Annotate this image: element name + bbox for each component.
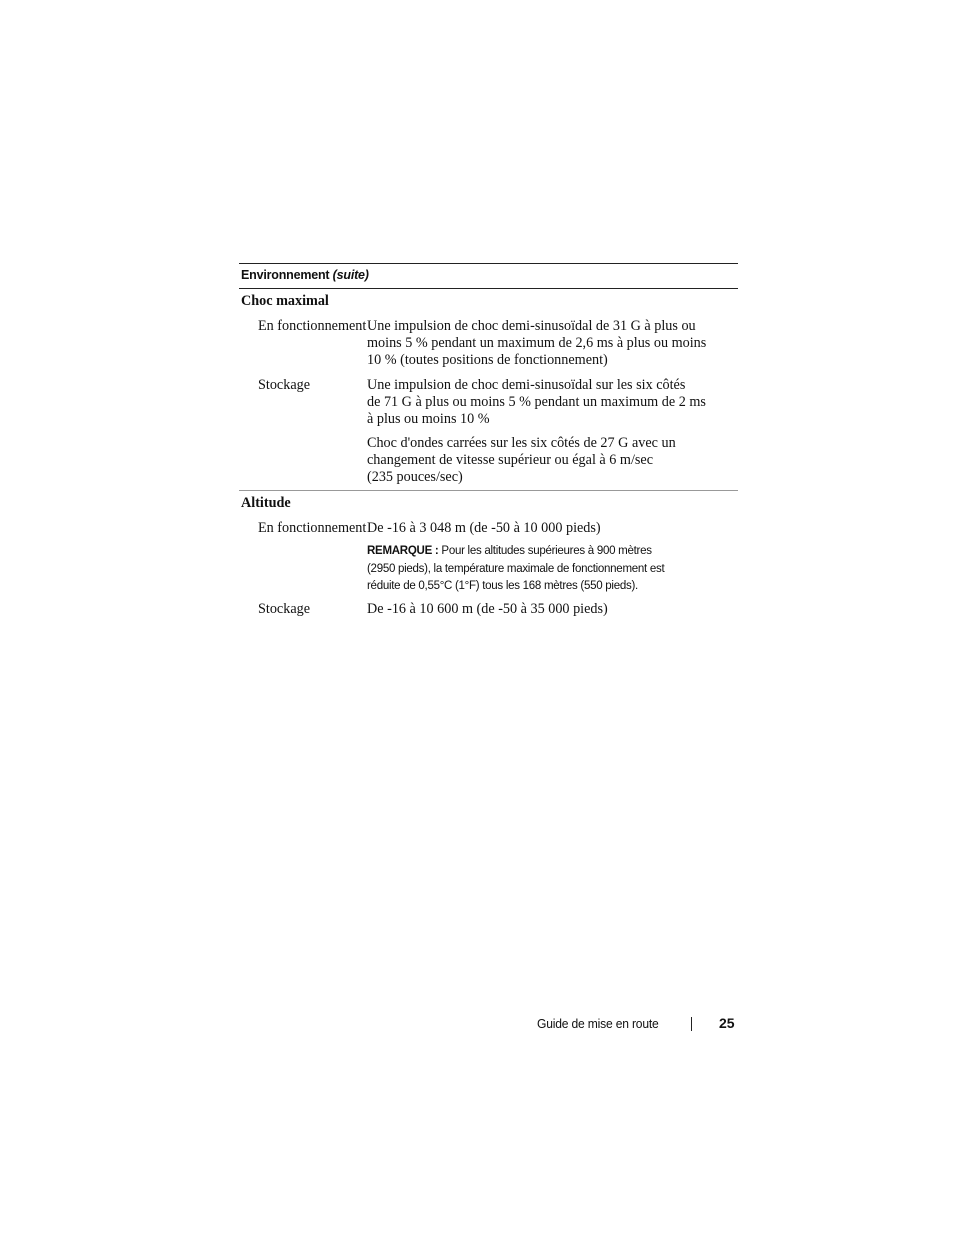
table-header	[239, 264, 738, 289]
note-label: REMARQUE :	[367, 543, 439, 557]
value-line: moins 5 % pendant un maximum de 2,6 ms à plus ou moins	[367, 335, 707, 351]
value-line: De -16 à 10 600 m (de -50 à 35 000 pieds)	[367, 600, 608, 617]
note-text	[367, 542, 719, 595]
row-value	[367, 601, 719, 618]
value-line: de 71 G à plus ou moins 5 % pendant un maximum de 2 ms	[367, 394, 706, 410]
value-line: De -16 à 3 048 m (de -50 à 10 000 pieds)	[367, 520, 601, 536]
footer-title: Guide de mise en route	[537, 1016, 659, 1031]
section-title-shock: Choc maximal	[241, 293, 329, 309]
value-line: Une impulsion de choc demi-sinusoïdal de 31 G à plus ou	[367, 318, 696, 334]
note-line: (2950 pieds), la température maximale de fonctionnement est	[367, 560, 665, 575]
value-line: 10 % (toutes positions de fonctionnement)	[367, 352, 608, 368]
table-header-title: Environnement	[241, 268, 330, 282]
footer-separator	[691, 1017, 692, 1031]
row-label	[239, 542, 367, 595]
spec-row-shock-operating	[239, 318, 738, 369]
row-value	[367, 435, 719, 486]
section-altitude	[239, 491, 738, 618]
note-line: réduite de 0,55°C (1°F) tous les 168 mètres (550 pieds).	[367, 578, 638, 592]
spec-row-shock-storage	[239, 377, 738, 428]
note	[367, 542, 719, 595]
table-header-suffix: (suite)	[332, 268, 369, 282]
value-line: changement de vitesse supérieur ou égal à 6 m/sec	[367, 452, 654, 468]
value-line: Choc d'ondes carrées sur les six côtés de 27 G avec un	[367, 435, 676, 451]
spec-row-altitude-note	[239, 542, 738, 595]
row-value	[367, 520, 719, 537]
value-line: Une impulsion de choc demi-sinusoïdal sur les six côtés	[367, 377, 686, 393]
row-label	[239, 435, 367, 486]
value-line: à plus ou moins 10 %	[367, 411, 490, 427]
section-title-altitude: Altitude	[241, 495, 291, 511]
row-label: Stockage	[258, 377, 311, 393]
row-value	[367, 318, 719, 369]
row-label: En fonctionnement	[258, 318, 367, 334]
section-shock	[239, 289, 738, 486]
environment-spec-table	[239, 263, 738, 618]
row-label: Stockage	[258, 600, 311, 617]
page-number: 25	[719, 1015, 735, 1031]
spec-row-altitude-storage	[239, 601, 738, 618]
row-label: En fonctionnement	[258, 520, 367, 536]
value-line: (235 pouces/sec)	[367, 469, 463, 485]
page-footer	[537, 1014, 737, 1036]
spec-row-altitude-operating	[239, 520, 738, 537]
spec-row-shock-storage-square	[239, 435, 738, 486]
note-line: Pour les altitudes supérieures à 900 mètres	[441, 543, 652, 557]
row-value	[367, 377, 719, 428]
